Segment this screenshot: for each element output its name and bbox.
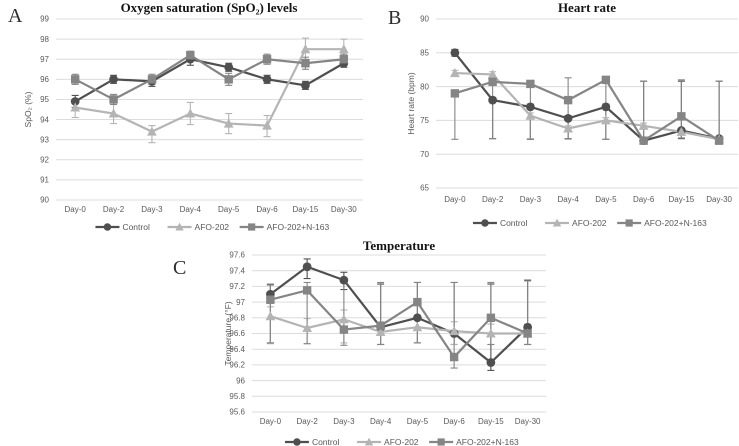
svg-text:AFO-202+N-163: AFO-202+N-163 <box>266 222 330 232</box>
svg-text:Heart rate (bpm): Heart rate (bpm) <box>406 72 416 135</box>
svg-text:96.8: 96.8 <box>229 313 245 323</box>
svg-text:Day-2: Day-2 <box>102 205 125 214</box>
svg-text:80: 80 <box>420 82 429 92</box>
svg-text:93: 93 <box>40 135 49 145</box>
svg-text:AFO-202+N-163: AFO-202+N-163 <box>644 218 707 228</box>
svg-text:97: 97 <box>40 54 49 64</box>
panel-label-b: B <box>388 7 402 29</box>
svg-text:Day-3: Day-3 <box>141 205 163 214</box>
svg-text:Control: Control <box>499 218 528 228</box>
svg-text:Day-4: Day-4 <box>557 195 579 204</box>
svg-text:97: 97 <box>236 297 245 307</box>
svg-text:Day-30: Day-30 <box>706 195 733 204</box>
svg-text:92: 92 <box>40 155 49 165</box>
panel-spo2 <box>0 0 370 238</box>
svg-text:Day-30: Day-30 <box>330 205 357 214</box>
svg-text:96.6: 96.6 <box>229 329 245 339</box>
svg-text:98: 98 <box>40 34 49 44</box>
svg-text:99: 99 <box>40 14 49 24</box>
svg-text:97.2: 97.2 <box>229 282 245 292</box>
svg-text:Day-6: Day-6 <box>443 417 465 426</box>
svg-text:Day-2: Day-2 <box>481 195 504 204</box>
svg-text:Day-5: Day-5 <box>595 195 617 204</box>
svg-text:Day-15: Day-15 <box>668 195 695 204</box>
spo2-chart <box>0 0 370 238</box>
svg-text:Day-3: Day-3 <box>519 195 542 204</box>
svg-text:AFO-202: AFO-202 <box>572 218 607 228</box>
svg-text:Control: Control <box>311 437 340 446</box>
svg-text:Oxygen saturation (SpO₂) level: Oxygen saturation (SpO₂) levels <box>120 0 298 15</box>
svg-text:70: 70 <box>420 149 429 159</box>
svg-text:Control: Control <box>122 222 150 232</box>
panel-label-a: A <box>8 5 23 27</box>
svg-text:Day-5: Day-5 <box>218 205 240 214</box>
svg-text:Day-0: Day-0 <box>64 205 86 214</box>
svg-text:Day-15: Day-15 <box>292 205 319 214</box>
svg-text:97.6: 97.6 <box>229 250 245 260</box>
svg-text:Day-6: Day-6 <box>632 195 655 204</box>
svg-text:96.2: 96.2 <box>229 360 245 370</box>
panel-temperature <box>160 238 590 446</box>
svg-text:96: 96 <box>236 376 245 386</box>
svg-text:75: 75 <box>420 116 429 126</box>
svg-text:95: 95 <box>40 95 49 105</box>
svg-text:65: 65 <box>420 183 429 193</box>
svg-text:SpO₂ (%): SpO₂ (%) <box>23 91 33 128</box>
svg-text:96.4: 96.4 <box>229 344 245 354</box>
svg-text:AFO-202: AFO-202 <box>384 437 419 446</box>
svg-text:Day-5: Day-5 <box>406 417 429 426</box>
svg-text:Day-6: Day-6 <box>256 205 278 214</box>
svg-text:Day-4: Day-4 <box>179 205 201 214</box>
svg-text:85: 85 <box>420 48 429 58</box>
svg-text:Day-0: Day-0 <box>259 417 282 426</box>
svg-text:94: 94 <box>40 115 49 125</box>
svg-text:Day-4: Day-4 <box>369 417 392 426</box>
svg-text:Day-3: Day-3 <box>333 417 355 426</box>
panel-label-c: C <box>173 257 187 279</box>
heart-rate-chart <box>370 0 739 238</box>
svg-text:AFO-202: AFO-202 <box>194 222 230 232</box>
svg-text:Temperature: Temperature <box>362 238 436 253</box>
svg-text:Temperature (°F): Temperature (°F) <box>223 301 233 366</box>
svg-text:Day-2: Day-2 <box>296 417 318 426</box>
svg-text:Day-0: Day-0 <box>444 195 466 204</box>
svg-text:AFO-202+N-163: AFO-202+N-163 <box>456 437 519 446</box>
svg-text:96: 96 <box>40 75 49 85</box>
svg-text:Day-30: Day-30 <box>514 417 541 426</box>
panel-heart-rate <box>370 0 739 238</box>
svg-text:Day-15: Day-15 <box>477 417 504 426</box>
svg-text:95.6: 95.6 <box>229 407 245 417</box>
svg-text:90: 90 <box>40 195 49 205</box>
temperature-chart <box>160 238 590 446</box>
svg-text:90: 90 <box>420 14 429 24</box>
svg-text:95.8: 95.8 <box>229 392 245 401</box>
svg-text:Heart rate: Heart rate <box>557 0 617 15</box>
svg-text:91: 91 <box>40 175 49 185</box>
svg-text:97.4: 97.4 <box>229 266 245 276</box>
